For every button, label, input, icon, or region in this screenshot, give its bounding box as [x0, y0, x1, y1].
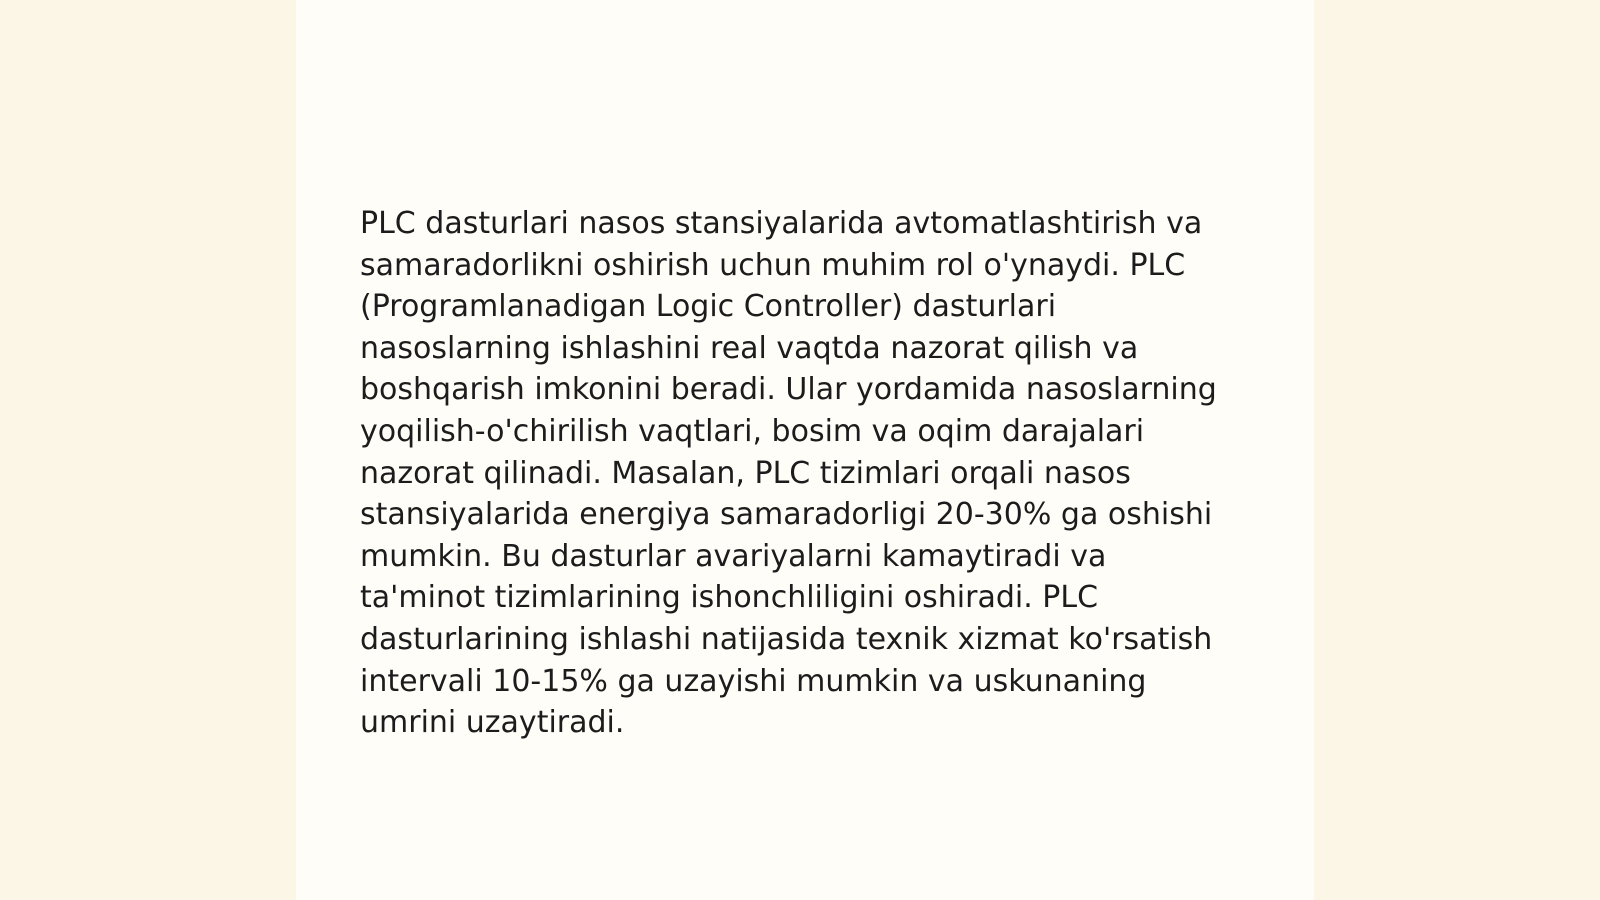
document-page — [296, 0, 1314, 900]
body-paragraph: PLC dasturlari nasos stansiyalarida avtomatlashtirish va samaradorlikni oshirish uchun muhim rol o'ynaydi. PLC (Programlanadigan Logic Controller) dasturlari nasoslarning ishlashini real vaqtda nazorat qilish va boshqarish imkonini beradi. Ular yordamida nasoslarning yoqilish-o'chirilish vaqtlari, bosim va oqim darajalari nazorat qilinadi. Masalan, PLC tizimlari orqali nasos stansiyalarida energiya samaradorligi 20-30% ga oshishi mumkin. Bu dasturlar avariyalarni kamaytiradi va ta'minot tizimlarining ishonchliligini oshiradi. PLC dasturlarining ishlashi natijasida texnik xizmat ko'rsatish intervali 10-15% ga uzayishi mumkin va uskunaning umrini uzaytiradi. — [360, 206, 1217, 741]
left-margin-panel — [0, 0, 296, 900]
right-margin-panel — [1314, 0, 1600, 900]
